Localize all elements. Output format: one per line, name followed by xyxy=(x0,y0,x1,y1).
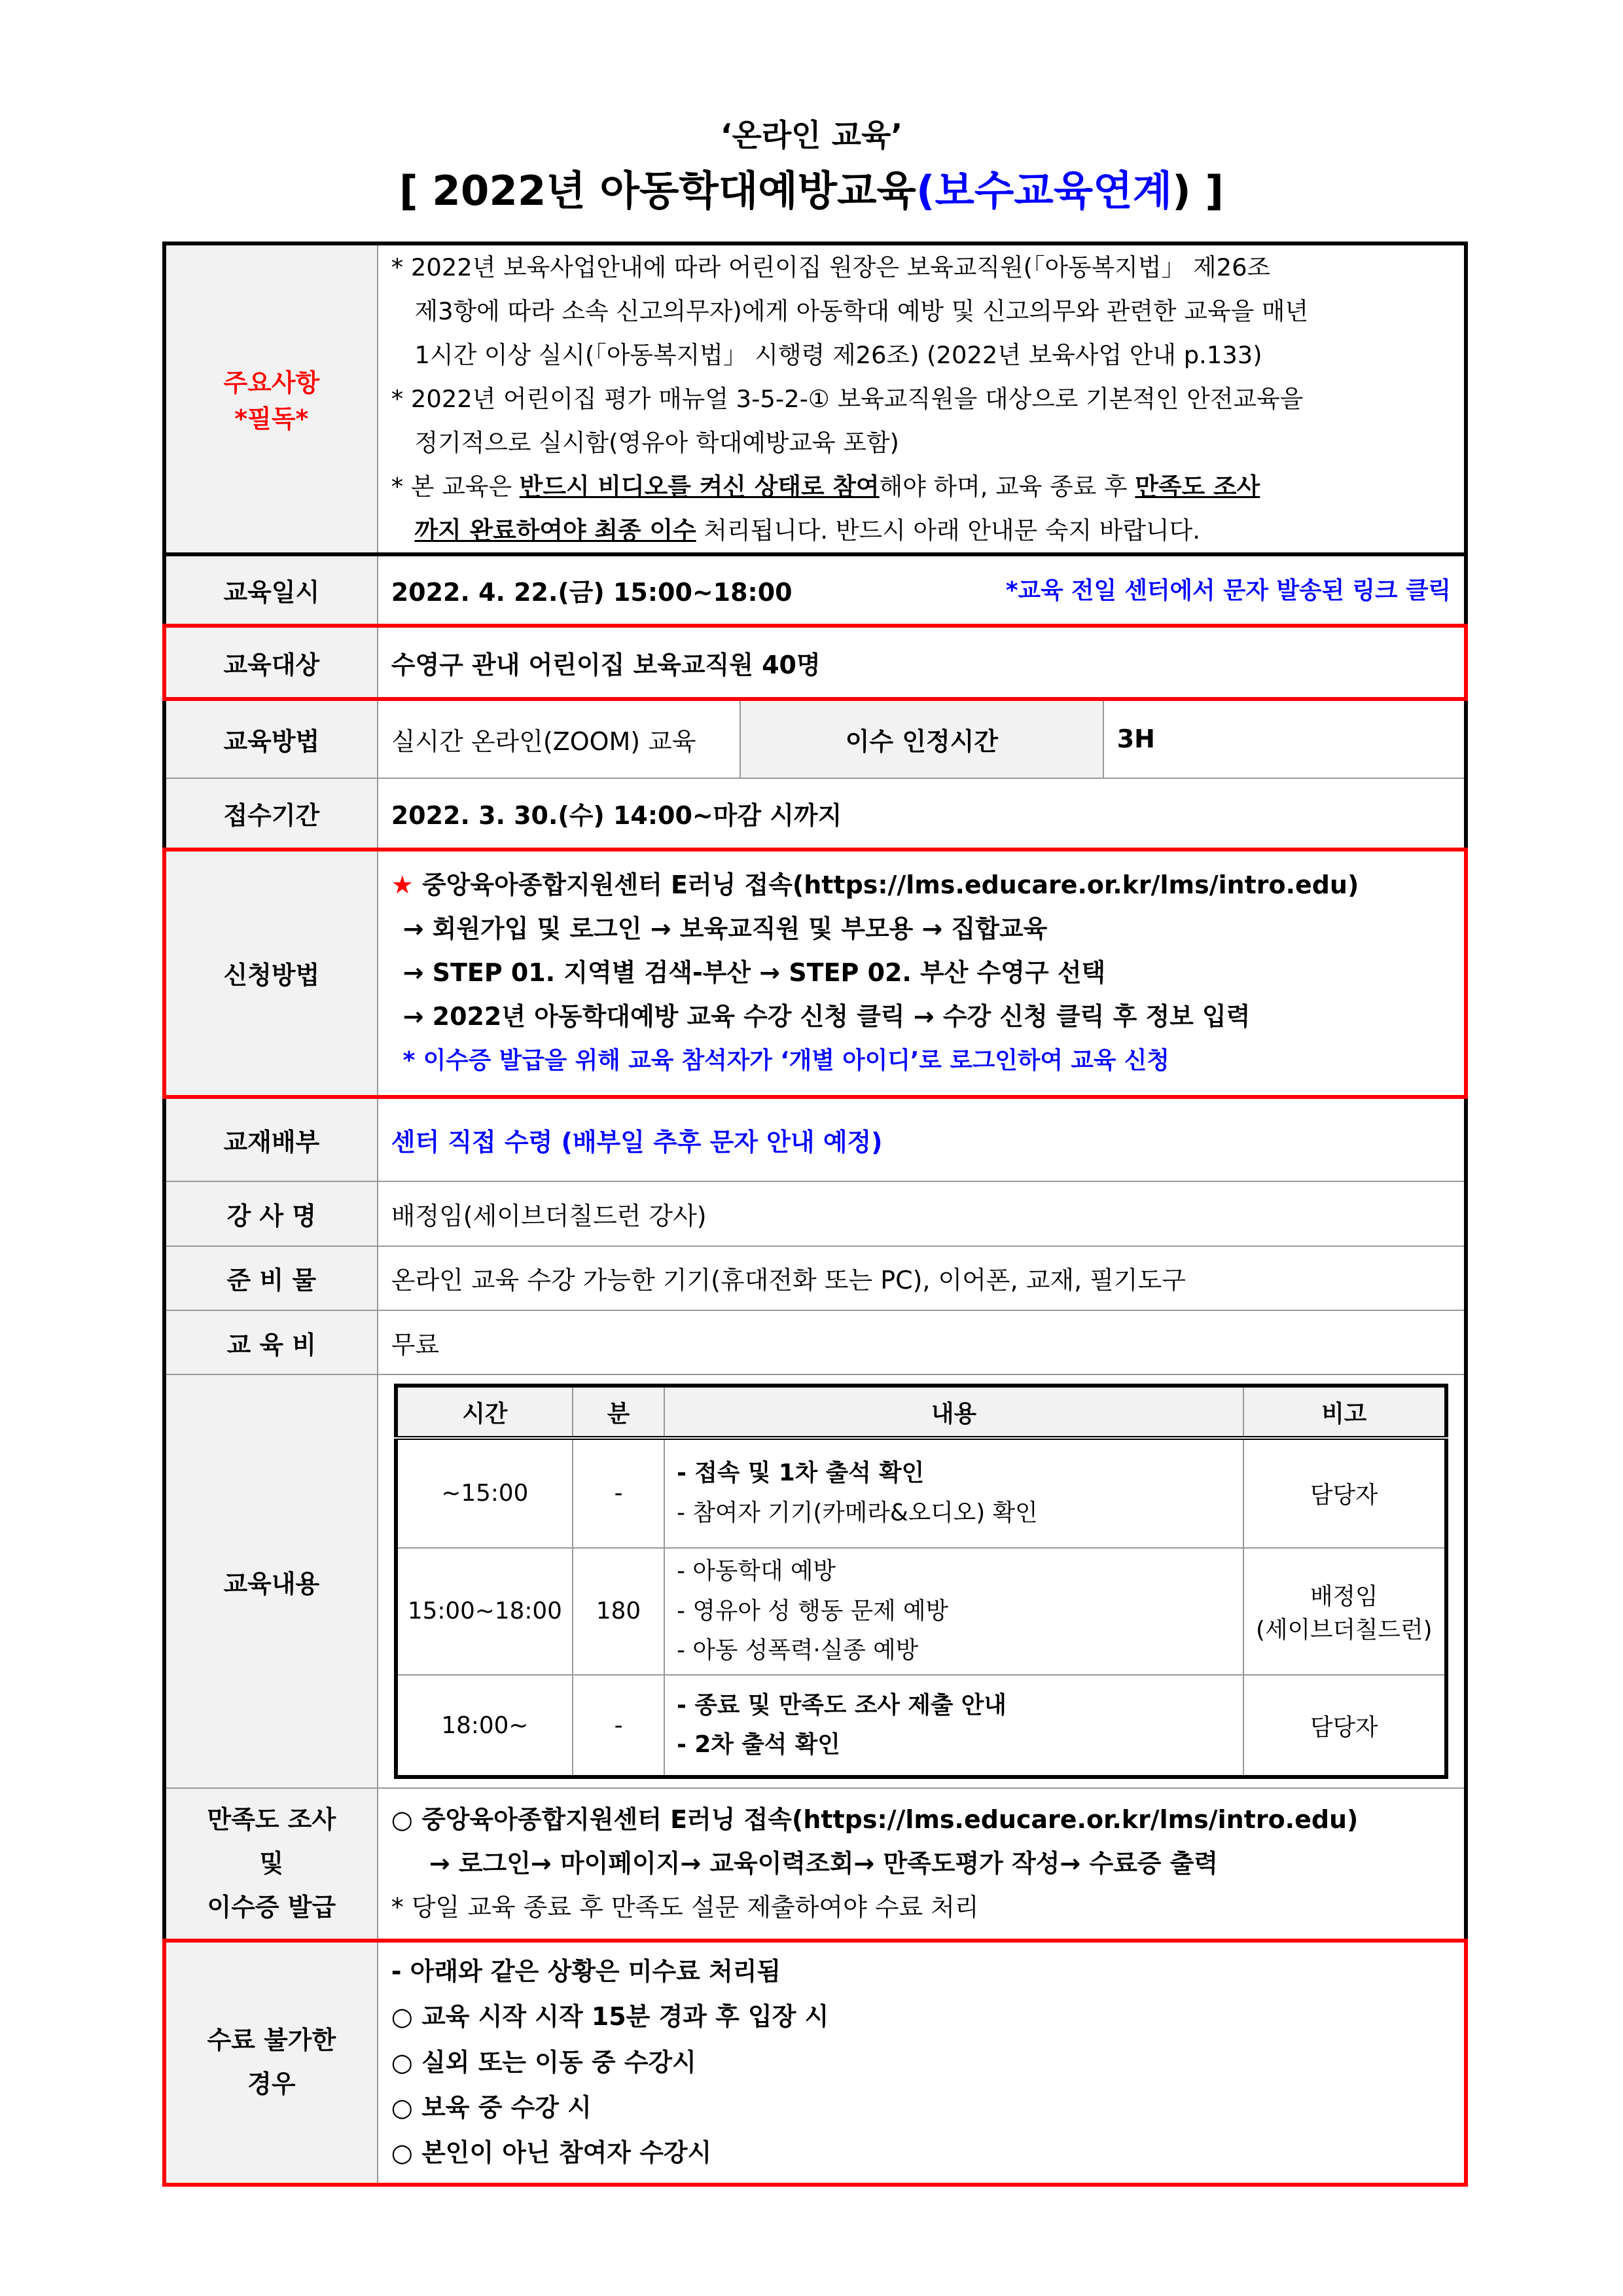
hours-value: 3H xyxy=(1103,699,1466,778)
label-text: 주요사항 xyxy=(223,368,320,398)
prep-value: 온라인 교육 수강 가능한 기기(휴대전화 또는 PC), 이어폰, 교재, 필기도구 xyxy=(378,1246,1466,1310)
fail-intro: - 아래와 같은 상황은 미수료 처리됨 xyxy=(391,1957,781,1986)
label-text: 만족도 조사 xyxy=(207,1805,336,1835)
label-text: *필독* xyxy=(234,404,309,434)
row-survey xyxy=(164,1788,1466,1940)
t: 해야 하며, 교육 종료 후 xyxy=(879,472,1135,501)
row-period xyxy=(164,778,1466,850)
label-method: 교육방법 xyxy=(164,699,378,778)
item: - 영유아 성 행동 문제 예방 xyxy=(677,1597,949,1624)
apply-line: → STEP 01. 지역별 검색-부산 → STEP 02. 부산 수영구 선택 xyxy=(402,958,1106,988)
fail-item: ○ 보육 중 수강 시 xyxy=(391,2092,592,2122)
item: - 참여자 기기(카메라&오디오) 확인 xyxy=(677,1499,1038,1526)
label-lecturer: 강 사 명 xyxy=(164,1181,378,1246)
time: 15:00~18:00 xyxy=(396,1548,573,1675)
t: 반드시 비디오를 켜신 상태로 참여 xyxy=(519,472,880,501)
row-fee xyxy=(164,1310,1466,1374)
target-value: 수영구 관내 어린이집 보육교직원 40명 xyxy=(378,626,1466,699)
label-apply: 신청방법 xyxy=(164,850,378,1097)
survey-line: ○ 중앙육아종합지원센터 E러닝 접속(https://lms.educare.or.kr/lms/intro.edu) xyxy=(391,1805,1359,1835)
row-fail xyxy=(164,1941,1466,2185)
item: - 2차 출석 확인 xyxy=(677,1731,840,1759)
col-header: 분 xyxy=(573,1386,664,1438)
material-value: 센터 직접 수령 (배부일 추후 문자 안내 예정) xyxy=(378,1097,1466,1182)
item: - 종료 및 만족도 조사 제출 안내 xyxy=(677,1691,1007,1719)
t: 만족도 조사 xyxy=(1135,472,1260,501)
note-line: 1시간 이상 실시(「아동복지법」 시행령 제26조) (2022년 보육사업 안내 p.133) xyxy=(414,340,1262,369)
apply-line: → 2022년 아동학대예방 교육 수강 신청 클릭 → 수강 신청 클릭 후 정보 입력 xyxy=(402,1002,1251,1031)
row-lecturer xyxy=(164,1181,1466,1246)
label-material: 교재배부 xyxy=(164,1097,378,1182)
label-target: 교육대상 xyxy=(164,626,378,699)
apply-line: → 회원가입 및 로그인 → 보육교직원 및 부모용 → 집합교육 xyxy=(402,914,1048,944)
label-date: 교육일시 xyxy=(164,554,378,626)
fail-item: ○ 교육 시작 시작 15분 경과 후 입장 시 xyxy=(391,2002,829,2032)
schedule-table xyxy=(394,1384,1448,1779)
col-header: 비고 xyxy=(1243,1386,1446,1438)
row-notes xyxy=(164,243,1466,554)
schedule-row xyxy=(396,1438,1446,1548)
date-value: 2022. 4. 22.(금) 15:00~18:00 xyxy=(391,578,793,607)
title-end: ) ] xyxy=(1172,167,1224,215)
col-header: 시간 xyxy=(396,1386,573,1438)
t: 까지 완료하여야 최종 이수 xyxy=(414,516,696,545)
note: 배정임 xyxy=(1310,1583,1378,1610)
label-text: 수료 불가한 xyxy=(207,2026,336,2055)
note-line: * 2022년 보육사업안내에 따라 어린이집 원장은 보육교직원(「아동복지법」 제26조 xyxy=(391,253,1271,281)
survey-line: * 당일 교육 종료 후 만족도 설문 제출하여야 수료 처리 xyxy=(391,1893,979,1922)
doc-subtitle: ‘온라인 교육’ xyxy=(720,117,903,154)
title-main: [ 2022년 아동학대예방교육 xyxy=(399,167,916,215)
note-line: 정기적으로 실시함(영유아 학대예방교육 포함) xyxy=(414,428,899,457)
star-icon: ★ xyxy=(391,870,414,900)
minutes: - xyxy=(573,1438,664,1548)
minutes: 180 xyxy=(573,1548,664,1675)
note: (세이브더칠드런) xyxy=(1256,1616,1433,1643)
label-hours: 이수 인정시간 xyxy=(740,699,1103,778)
note-line: * 2022년 어린이집 평가 매뉴얼 3-5-2-① 보육교직원을 대상으로 기본적인 안전교육을 xyxy=(391,384,1304,413)
survey-line: → 로그인→ 마이페이지→ 교육이력조회→ 만족도평가 작성→ 수료증 출력 xyxy=(429,1849,1219,1878)
label-period: 접수기간 xyxy=(164,778,378,850)
date-note: *교육 전일 센터에서 문자 발송된 링크 클릭 xyxy=(1005,577,1452,605)
note-line: 제3항에 따라 소속 신고의무자)에게 아동학대 예방 및 신고의무와 관련한 교육을 매년 xyxy=(414,296,1309,325)
minutes: - xyxy=(573,1675,664,1777)
time: ~15:00 xyxy=(396,1438,573,1548)
row-target xyxy=(164,626,1466,699)
row-method xyxy=(164,699,1466,778)
apply-line xyxy=(391,863,1451,907)
note-line xyxy=(391,465,1451,509)
info-table xyxy=(162,242,1468,2187)
label-content: 교육내용 xyxy=(164,1374,378,1788)
item: - 접속 및 1차 출석 확인 xyxy=(677,1460,925,1487)
period-value: 2022. 3. 30.(수) 14:00~마감 시까지 xyxy=(378,778,1466,850)
label-text: 및 xyxy=(259,1849,284,1878)
t: * 본 교육은 xyxy=(391,472,520,501)
doc-title xyxy=(0,158,1623,217)
note-line xyxy=(391,509,1451,552)
label-text: 이수증 발급 xyxy=(207,1893,336,1922)
schedule-row xyxy=(396,1548,1446,1675)
row-apply xyxy=(164,850,1466,1097)
label-fee: 교 육 비 xyxy=(164,1310,378,1374)
apply-note: * 이수증 발급을 위해 교육 참석자가 ‘개별 아이디’로 로그인하여 교육 신청 xyxy=(402,1047,1169,1075)
col-header: 내용 xyxy=(664,1386,1243,1438)
label-notes xyxy=(164,243,378,554)
item: - 아동 성폭력·실종 예방 xyxy=(677,1636,919,1664)
lecturer-value: 배정임(세이브더칠드런 강사) xyxy=(378,1181,1466,1246)
row-prep xyxy=(164,1246,1466,1310)
fee-value: 무료 xyxy=(378,1310,1466,1374)
label-prep: 준 비 물 xyxy=(164,1246,378,1310)
label-text: 경우 xyxy=(247,2070,296,2099)
row-date xyxy=(164,554,1466,626)
note: 담당자 xyxy=(1243,1675,1446,1777)
schedule-row xyxy=(396,1675,1446,1777)
fail-item: ○ 실외 또는 이동 중 수강시 xyxy=(391,2047,696,2077)
note: 담당자 xyxy=(1243,1438,1446,1548)
apply-url-text: 중앙육아종합지원센터 E러닝 접속(https://lms.educare.or.kr/lms/intro.edu) xyxy=(422,870,1359,900)
fail-item: ○ 본인이 아닌 참여자 수강시 xyxy=(391,2138,712,2168)
time: 18:00~ xyxy=(396,1675,573,1777)
title-blue: (보수교육연계 xyxy=(916,167,1173,215)
t: 처리됩니다. 반드시 아래 안내문 숙지 바랍니다. xyxy=(696,516,1200,545)
item: - 아동학대 예방 xyxy=(677,1558,836,1585)
method-value: 실시간 온라인(ZOOM) 교육 xyxy=(378,699,740,778)
row-material xyxy=(164,1097,1466,1182)
row-content xyxy=(164,1374,1466,1788)
